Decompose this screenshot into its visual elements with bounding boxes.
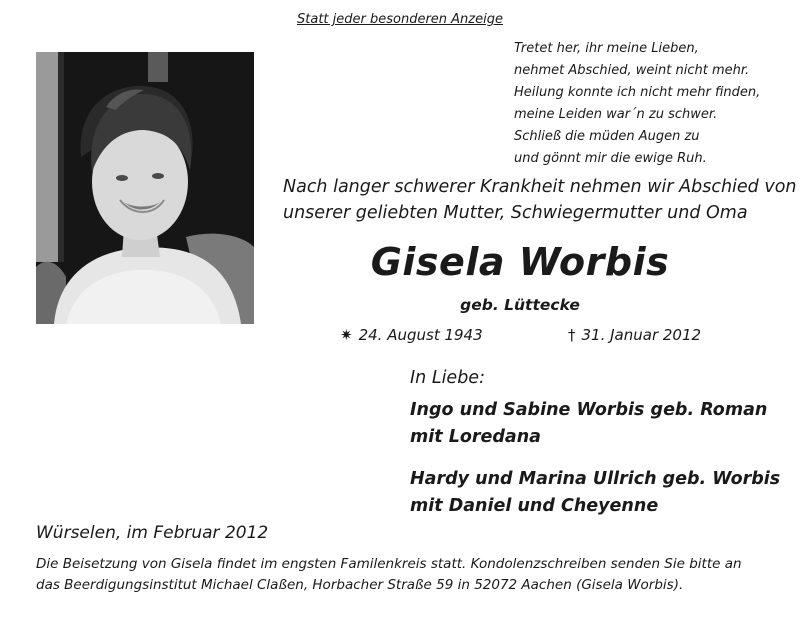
birth-star-icon: ✷ [340, 326, 353, 344]
maiden-name: geb. Lüttecke [460, 296, 580, 314]
birth-date-group [340, 326, 483, 344]
intro-text [283, 174, 797, 226]
cross-icon: † [568, 326, 576, 344]
footer-line: Die Beisetzung von Gisela findet im engsten Familenkreis statt. Kondolenzschreiben senden Sie bitte an [36, 556, 742, 572]
notice-header: Statt jeder besonderen Anzeige [297, 12, 503, 27]
mourner-group [410, 466, 780, 520]
intro-line: Nach langer schwerer Krankheit nehmen wir Abschied von [283, 177, 797, 197]
portrait-photo [36, 52, 254, 324]
footer-line: das Beerdigungsinstitut Michael Claßen, Horbacher Straße 59 in 52072 Aachen (Gisela Worbis). [36, 577, 684, 593]
birth-date: 24. August 1943 [358, 326, 483, 344]
mourner-line: Ingo und Sabine Worbis geb. Roman [410, 400, 768, 420]
poem-line: Heilung konnte ich nicht mehr finden, [514, 85, 761, 100]
poem-line: nehmet Abschied, weint nicht mehr. [514, 63, 750, 78]
poem-line: meine Leiden war´n zu schwer. [514, 107, 718, 122]
death-date: 31. Januar 2012 [581, 326, 702, 344]
death-date-group [568, 326, 701, 344]
poem-line: Schließ die müden Augen zu [514, 129, 700, 144]
mourner-group [410, 397, 767, 451]
poem-line: Tretet her, ihr meine Lieben, [514, 41, 699, 56]
place-date: Würselen, im Februar 2012 [36, 523, 269, 543]
mourner-line: mit Loredana [410, 427, 541, 447]
deceased-name: Gisela Worbis [370, 240, 670, 284]
mourner-line: Hardy und Marina Ullrich geb. Worbis [410, 469, 781, 489]
mourners-intro: In Liebe: [410, 368, 485, 388]
portrait-image [36, 52, 254, 324]
mourner-line: mit Daniel und Cheyenne [410, 496, 659, 516]
poem [514, 38, 760, 170]
intro-line: unserer geliebten Mutter, Schwiegermutter und Oma [283, 203, 748, 223]
poem-line: und gönnt mir die ewige Ruh. [514, 151, 707, 166]
funeral-info [36, 554, 742, 596]
